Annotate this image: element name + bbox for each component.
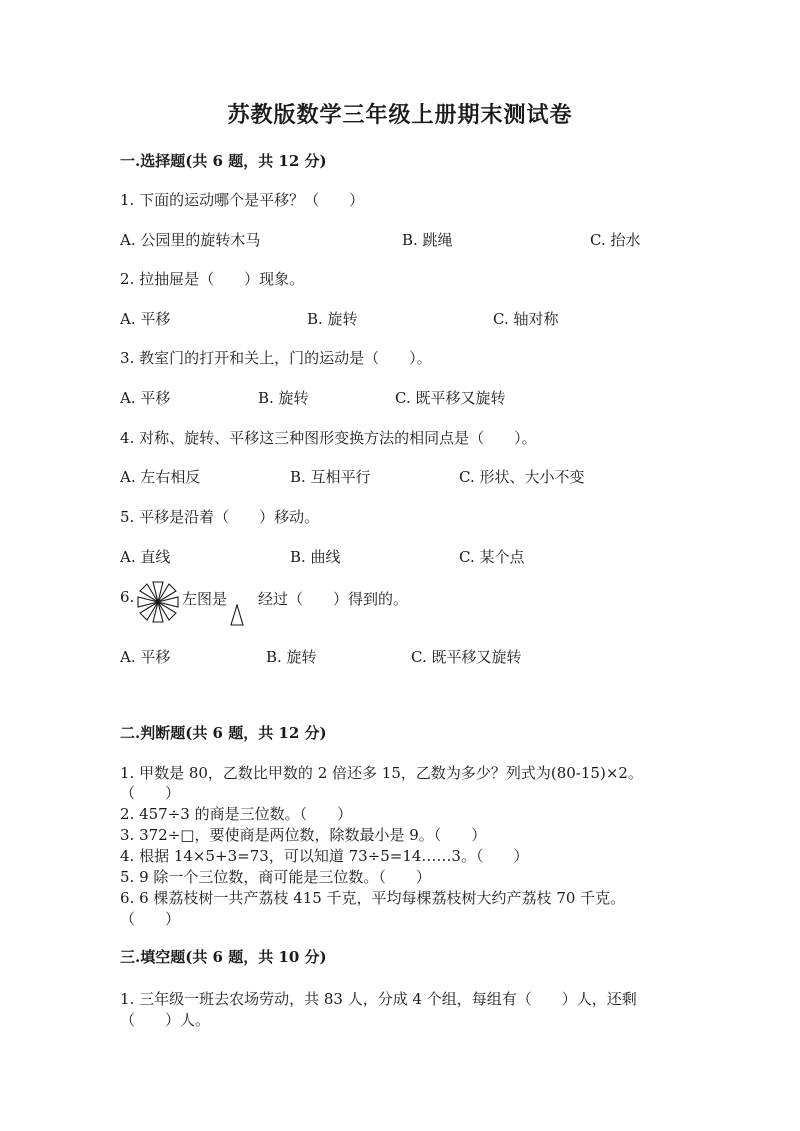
question-3: 3. 教室门的打开和关上，门的运动是（ ）。 xyxy=(120,349,432,367)
q4-option-a: A. 左右相反 xyxy=(120,468,201,486)
page-title: 苏教版数学三年级上册期末测试卷 xyxy=(227,102,573,128)
judge-line: 3. 372÷□，要使商是两位数，除数最小是 9。（ ） xyxy=(120,826,487,844)
q5-option-b: B. 曲线 xyxy=(290,548,341,566)
judge-line: 4. 根据 14×5+3=73，可以知道 73÷5=14……3。（ ） xyxy=(120,847,529,865)
question-6-text-a: 左图是 xyxy=(182,590,228,608)
q1-option-c: C. 抬水 xyxy=(590,231,641,249)
judge-line: （ ） xyxy=(120,784,181,802)
question-1: 1. 下面的运动哪个是平移？（ ） xyxy=(120,191,365,209)
judge-line: 2. 457÷3 的商是三位数。（ ） xyxy=(120,805,353,823)
fill-line: （ ）人。 xyxy=(120,1011,211,1029)
section-heading-choice: 一.选择题(共 6 题，共 12 分) xyxy=(120,152,327,170)
question-6-number: 6. xyxy=(120,588,135,606)
q5-option-a: A. 直线 xyxy=(120,548,171,566)
triangle-figure xyxy=(230,604,244,626)
pinwheel-figure xyxy=(136,580,180,624)
q2-option-b: B. 旋转 xyxy=(307,310,358,328)
q3-option-c: C. 既平移又旋转 xyxy=(395,389,506,407)
q5-option-c: C. 某个点 xyxy=(459,548,525,566)
question-6-text-b: 经过（ ）得到的。 xyxy=(258,590,409,608)
q3-option-b: B. 旋转 xyxy=(258,389,309,407)
question-2: 2. 拉抽屉是（ ）现象。 xyxy=(120,270,305,288)
judge-line: 6. 6 棵荔枝树一共产荔枝 415 千克，平均每棵荔枝树大约产荔枝 70 千克。 xyxy=(120,889,626,907)
judge-line: 1. 甲数是 80，乙数比甲数的 2 倍还多 15，乙数为多少？列式为(80-15)×2。 xyxy=(120,764,643,782)
q4-option-c: C. 形状、大小不变 xyxy=(459,468,585,486)
q1-option-a: A. 公园里的旋转木马 xyxy=(120,231,261,249)
judge-line: （ ） xyxy=(120,910,181,928)
judge-line: 5. 9 除一个三位数，商可能是三位数。（ ） xyxy=(120,868,431,886)
section-heading-fill: 三.填空题(共 6 题，共 10 分) xyxy=(120,948,327,966)
question-4: 4. 对称、旋转、平移这三种图形变换方法的相同点是（ ）。 xyxy=(120,429,537,447)
q6-option-c: C. 既平移又旋转 xyxy=(411,648,522,666)
q3-option-a: A. 平移 xyxy=(120,389,171,407)
q6-option-b: B. 旋转 xyxy=(266,648,317,666)
q2-option-a: A. 平移 xyxy=(120,310,171,328)
q1-option-b: B. 跳绳 xyxy=(402,231,453,249)
section-heading-judge: 二.判断题(共 6 题，共 12 分) xyxy=(120,724,327,742)
question-5: 5. 平移是沿着（ ）移动。 xyxy=(120,508,320,526)
q6-option-a: A. 平移 xyxy=(120,648,171,666)
q2-option-c: C. 轴对称 xyxy=(493,310,559,328)
q4-option-b: B. 互相平行 xyxy=(290,468,371,486)
fill-line: 1. 三年级一班去农场劳动，共 83 人，分成 4 个组，每组有（ ）人，还剩 xyxy=(120,990,637,1008)
